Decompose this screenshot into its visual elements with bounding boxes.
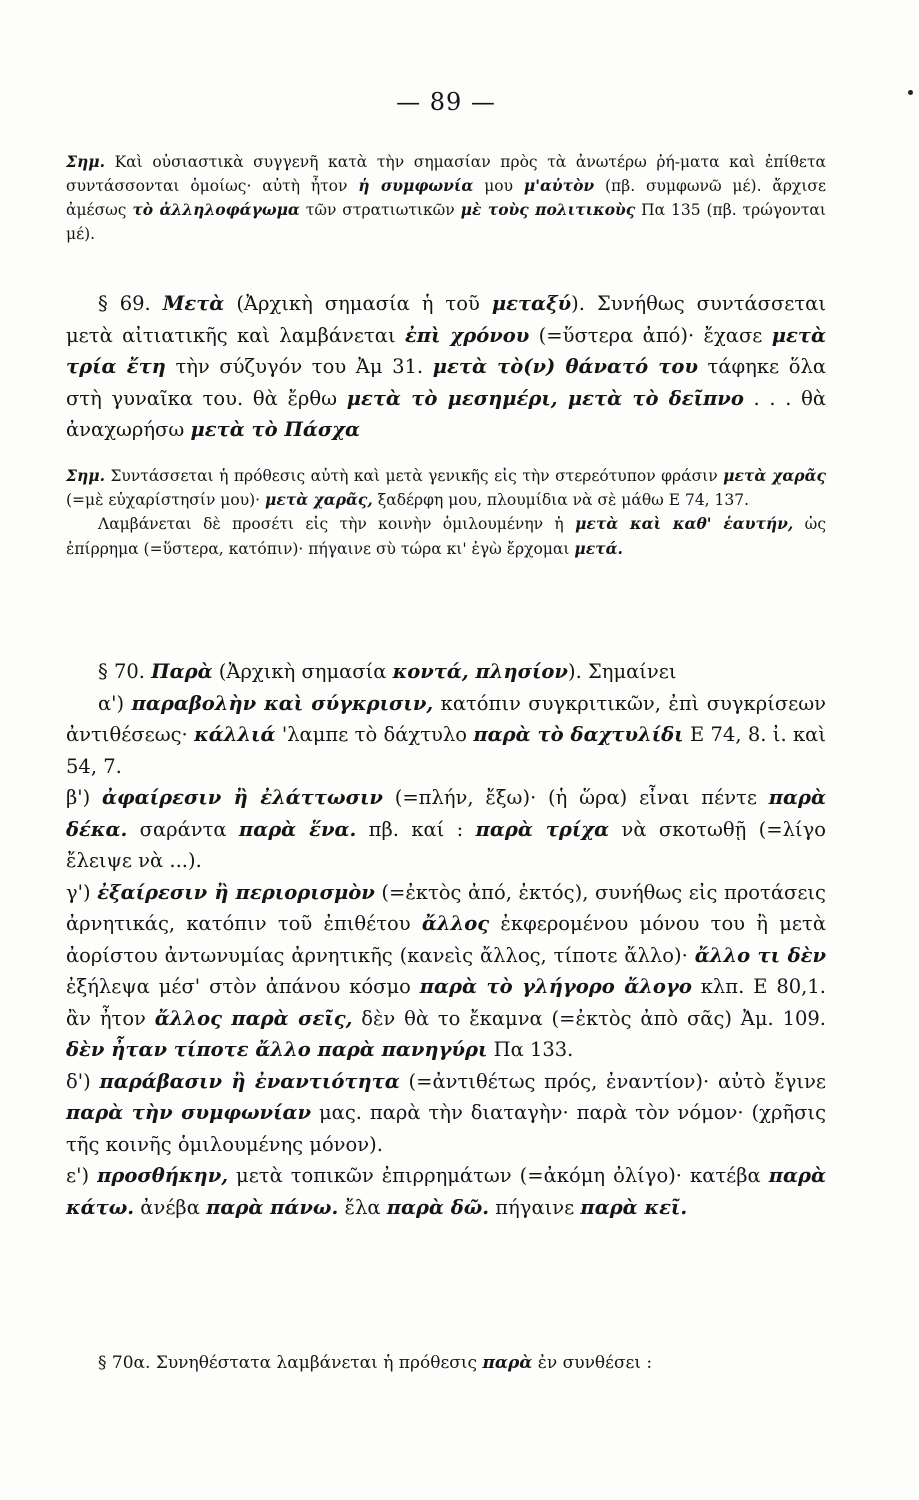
text-run: τάφηκε ὅλα στὴ γυναῖκα του. θὰ ἔρθω: [66, 355, 826, 410]
emphasis-term: παρὰ ἕνα.: [238, 817, 357, 841]
emphasis-term: παράβασιν ἢ ἐναντιότητα: [99, 1069, 400, 1093]
text-run: δ'): [66, 1069, 100, 1093]
text-run: ἀνέβα: [134, 1195, 207, 1219]
emphasis-term: μετὰ τὸ(ν) θάνατό του: [432, 355, 698, 378]
emphasis-term: κάλλιά: [194, 723, 276, 746]
text-run: Πα 135 (πβ. τρώγονται μέ).: [66, 201, 826, 243]
note-1: [66, 150, 826, 246]
text-run: (=μὲ εὐχαρίστησίν μου)·: [66, 491, 266, 510]
text-run: . . . θὰ ἀναχωρήσω: [66, 386, 826, 441]
section-70: [66, 656, 826, 1223]
page-number: — 89 —: [396, 88, 496, 116]
section-70a-text: [66, 1348, 826, 1380]
text-run: ἐξήλεψα μέσ' στὸν ἀπάνου κόσμο: [66, 975, 420, 998]
text-run: Καὶ οὐσιαστικὰ συγγενῆ κατὰ τὴν σημασίαν πρὸς τὰ ἀνωτέρω ῥή-ματα καὶ ἐπίθετα συντάσσονται ὁμοίως· αὐτὴ ἦτον: [66, 153, 826, 196]
text-run: (Ἀρχικὴ σημασία: [212, 660, 393, 683]
text-run: τῶν στρατιωτικῶν: [299, 201, 461, 220]
text-run: ). Συνήθως συντάσσεται μετὰ αἰτιατικῆς καὶ λαμβάνεται: [66, 292, 826, 347]
note-2: [66, 464, 826, 561]
emphasis-term: μετὰ χαρᾶς: [723, 466, 826, 485]
text-run: β'): [66, 786, 103, 809]
emphasis-term: Μετὰ: [162, 292, 225, 315]
emphasis-term: ἄλλο τι δὲν: [694, 943, 826, 967]
emphasis-term: τὸ ἀλληλοφάγωμα: [132, 200, 300, 220]
text-run: § 69.: [98, 292, 163, 315]
emphasis-term: ἐξαίρεσιν ἢ περιορισμὸν: [97, 880, 375, 904]
emphasis-term: μετὰ καὶ καθ' ἑαυτήν,: [575, 514, 794, 534]
emphasis-term: μετὰ τρία ἔτη: [66, 323, 826, 378]
text-run: (πβ. συμφωνῶ μέ). ἄρχισε ἀμέσως: [66, 177, 827, 220]
text-run: μας. παρὰ τὴν διαταγὴν· παρὰ τὸν νόμον· (χρῆσις τῆς κοινῆς ὁμιλουμένης μόνον).: [66, 1101, 826, 1156]
emphasis-term: παρὰ τὸ δαχτυλίδι: [473, 723, 684, 746]
text-run: ξαδέρφη μου, πλουμίδια νὰ σὲ μάθω Ε 74, 137.: [372, 491, 750, 510]
emphasis-term: παρὰ πάνω.: [206, 1195, 339, 1219]
note-1-text: [66, 150, 826, 246]
emphasis-term: παρὰ δῶ.: [386, 1195, 490, 1219]
section-70-d: [66, 1066, 826, 1161]
emphasis-term: μετὰ χαρᾶς,: [265, 490, 373, 510]
text-run: (=ἐκτὸς ἀπό, ἐκτός), συνήθως εἰς προτάσεις ἀρνητικάς, κατόπιν τοῦ ἐπιθέτου: [66, 880, 826, 935]
emphasis-term: κοντά, πλησίον: [392, 660, 568, 683]
emphasis-term: Σημ.: [66, 466, 105, 485]
emphasis-term: ἐπὶ χρόνου: [404, 323, 530, 347]
text-run: πβ. καί :: [356, 817, 476, 841]
section-69: [66, 288, 826, 446]
note-2-continuation: [66, 512, 826, 560]
emphasis-term: μ'αὐτὸν: [523, 176, 595, 196]
text-run: (=πλήν, ἔξω)· (ἡ ὥρα) εἶναι πέντε: [382, 786, 769, 809]
text-run: μου: [473, 177, 524, 196]
text-run: δὲν θὰ το ἔκαμνα (=ἐκτὸς ἀπὸ σᾶς) Ἀμ. 109.: [352, 1006, 827, 1030]
emphasis-term: παρὰ κεῖ.: [580, 1195, 688, 1219]
emphasis-term: μετὰ τὸ μεσημέρι, μετὰ τὸ δεῖπνο: [346, 386, 744, 410]
emphasis-term: παρὰ τὴν συμφωνίαν: [66, 1101, 312, 1124]
emphasis-term: Σημ.: [66, 152, 105, 171]
stray-ink-dot: [908, 90, 913, 95]
note-2-text: [66, 464, 826, 512]
text-run: Ε 74, 8. ἰ. καὶ 54, 7.: [66, 723, 826, 778]
text-run: α'): [98, 691, 132, 715]
emphasis-term: παρὰ κάτω.: [66, 1164, 826, 1219]
section-69-text: [66, 288, 826, 446]
emphasis-term: ἄλλος παρὰ σεῖς,: [154, 1006, 353, 1030]
emphasis-term: προσθήκην,: [97, 1164, 229, 1187]
text-run: κλπ. Ε 80,1. ἂν ἦτον: [66, 975, 826, 1030]
section-70-intro: [66, 656, 826, 688]
text-run: (=ἀντιθέτως πρός, ἐναντίον)· αὐτὸ ἔγινε: [399, 1069, 826, 1093]
text-run: πήγαινε: [489, 1195, 581, 1219]
text-run: μετὰ τοπικῶν ἐπιρρημάτων (=ἀκόμη ὀλίγο)· κατέβα: [228, 1164, 769, 1187]
text-run: ἔλα: [338, 1195, 387, 1219]
emphasis-term: παρὰ δέκα.: [66, 786, 826, 841]
section-70-a: [66, 688, 826, 783]
text-run: σαράντα: [127, 817, 239, 841]
emphasis-term: ἀφαίρεσιν ἢ ἐλάττωσιν: [102, 786, 383, 809]
emphasis-term: παρὰ τὸ γλήγορο ἄλογο: [419, 975, 692, 998]
emphasis-term: παραβολὴν καὶ σύγκρισιν,: [131, 691, 434, 715]
section-70a: [66, 1348, 826, 1380]
emphasis-term: μὲ τοὺς πολιτικοὺς: [460, 200, 636, 220]
text-run: ἐκφερομένου μόνου του ἢ μετὰ ἀορίστου ἀντωνυμίας ἀρνητικῆς (κανεὶς ἄλλος, τίποτε ἄλλο)·: [66, 912, 826, 967]
text-run: κατόπιν συγκριτικῶν, ἐπὶ συγκρίσεων ἀντιθέσεως·: [66, 691, 827, 746]
text-run: § 70α. Συνηθέστατα λαμβάνεται ἡ πρόθεσις: [98, 1353, 483, 1373]
emphasis-term: ἡ συμφωνία: [358, 176, 474, 196]
text-run: Συντάσσεται ἡ πρόθεσις αὐτὴ καὶ μετὰ γενικῆς εἰς τὴν στερεότυπον φράσιν: [104, 467, 724, 485]
book-page: [66, 0, 826, 1500]
text-run: Λαμβάνεται δὲ προσέτι εἰς τὴν κοινὴν ὁμιλουμένην ἡ: [98, 515, 576, 534]
section-70-c: [66, 877, 826, 1066]
emphasis-term: Παρὰ: [151, 660, 213, 683]
text-run: τὴν σύζυγόν του Ἀμ 31.: [165, 355, 433, 378]
emphasis-term: παρὰ: [482, 1353, 533, 1373]
text-run: ἐν συνθέσει :: [532, 1353, 653, 1373]
emphasis-term: παρὰ τρίχα: [475, 817, 610, 841]
emphasis-term: ἄλλος: [421, 912, 490, 935]
emphasis-term: δὲν ἦταν τίποτε ἄλλο παρὰ πανηγύρι: [66, 1038, 488, 1061]
emphasis-term: μετά.: [574, 538, 623, 558]
text-run: § 70.: [98, 660, 152, 683]
text-run: 'λαμπε τὸ δάχτυλο: [275, 723, 474, 746]
section-70-e: [66, 1160, 826, 1223]
text-run: νὰ σκοτωθῇ (=λίγο ἔλειψε νὰ ...).: [66, 817, 826, 872]
emphasis-term: μετὰ τὸ Πάσχα: [190, 418, 361, 441]
text-run: ε'): [66, 1164, 98, 1187]
emphasis-term: μεταξύ: [491, 292, 572, 315]
text-run: (=ὕστερα ἀπό)· ἔχασε: [529, 323, 772, 347]
section-70-b: [66, 782, 826, 877]
text-run: ). Σημαίνει: [567, 660, 677, 683]
text-run: γ'): [66, 880, 98, 904]
text-run: ὡς ἐπίρρημα (=ὕστερα, κατόπιν)· πήγαινε σὺ τώρα κι' ἐγὼ ἔρχομαι: [66, 515, 826, 558]
text-run: Πα 133.: [487, 1038, 574, 1061]
text-run: (Ἀρχικὴ σημασία ἡ τοῦ: [224, 292, 492, 315]
